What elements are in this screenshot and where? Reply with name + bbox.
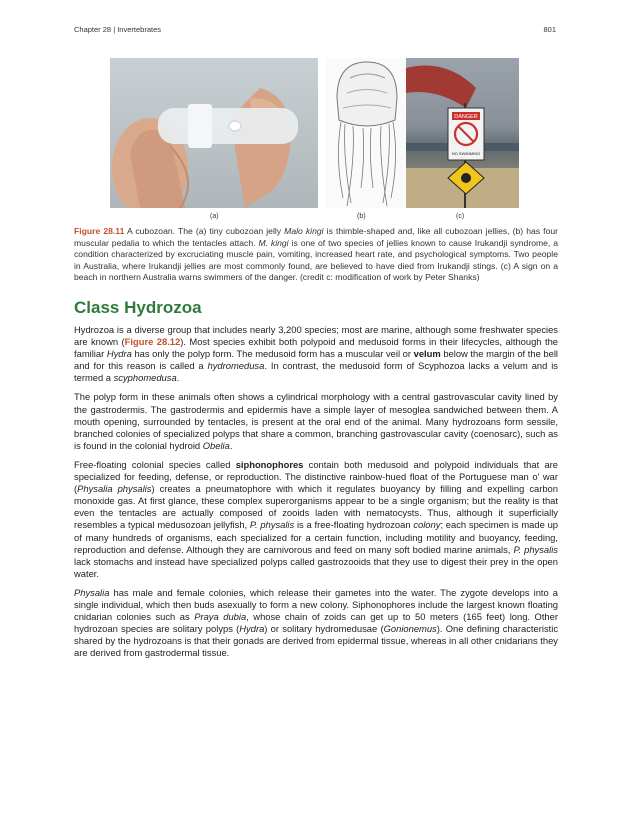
- sublabel-c: (c): [456, 213, 465, 220]
- sublabel-a: (a): [210, 213, 219, 220]
- paragraph-2: The polyp form in these animals often shows a cylindrical morphology with a central gastrovascular cavity lined by the gastrodermis. The gastrodermis and epidermis have a simple layer of mesoglea sandwiched between them. A mouth opening, surrounded by tentacles, is present at the oral end of the animal. Many hydrozoans form sessile, branched colonies of specialized polyps that share a common, branching gastrovascular cavity (coenosarc), such as is found in the colonial hydroid Obelia.: [74, 391, 558, 451]
- figure-caption: Figure 28.11 A cubozoan. The (a) tiny cubozoan jelly Malo kingi is thimble-shaped and, like all cubozoan jellies, (b) has four muscular pedalia to which the tentacles attach. M. kingi is one of two species of jellies known to cause Irukandji syndrome, a condition characterized by excruciating muscle pain, vomiting, increased heart rate, and psychological symptoms. Two people in Australia, where Irukandji jellies are most commonly found, are believed to have died from Irukandji stings. (c) A sign on a beach in northern Australia warns swimmers of the danger. (credit c: modification of work by Peter Shanks): [74, 226, 559, 282]
- sign-danger-text: DANGER: [454, 114, 478, 120]
- figure-label: Figure 28.11: [74, 226, 125, 236]
- illustration-cubozoan: [325, 58, 410, 208]
- photo-vial-jelly: [110, 58, 318, 208]
- sublabel-b: (b): [357, 213, 366, 220]
- sign-no-swimming-text: NO SWIMMING: [451, 151, 481, 156]
- running-header-chapter: Chapter 28 | Invertebrates: [74, 25, 161, 34]
- paragraph-4: Physalia has male and female colonies, which release their gametes into the water. The zygote develops into a single individual, which then buds asexually to form a new colony. Siphonophores include the largest known floating cnidarian colonies such as Praya dubia, whose chain of zoids can get up to 50 meters (165 feet) long. Other hydrozoan species are solitary polyps (Hydra) or solitary hydromedusae (Gonionemus). One defining characteristic shared by the hydrozoans is that their gonads are derived from epidermal tissue, whereas in all other cnidarians they are derived from gastrodermal tissue.: [74, 586, 559, 659]
- paragraph-1: Hydrozoa is a diverse group that includes nearly 3,200 species; most are marine, although some freshwater species are known (Figure 28.12). Most species exhibit both polypoid and medusoid forms in their lifecycles, although the familiar Hydra has only the polyp form. The medusoid form has a muscular veil or velum below the margin of the bell and for this reason is called a hydromedusa. In contrast, the medusoid form of Scyphozoa lacks a velum and is termed a scyphomedusa.: [74, 324, 559, 384]
- paragraph-3: Free-floating colonial species called siphonophores contain both medusoid and polypoid individuals that are specialized for feeding, defense, or reproduction. The distinctive rainbow-hued float of the Portuguese man o' war (Physalia physalis) creates a pneumatophore with which it regulates buoyancy by filling and expelling carbon monoxide gas. At first glance, these complex superorganisms appear to be a single organism; but the reality is that even the tentacles are actually composed of zooids laden with nematocysts. Thus, although it superficially resembles a typical medusozoan jellyfish, P. physalis is a free-floating hydrozoan colony; each specimen is made up of many hundreds of organisms, each specialized for a certain function, including motility and buoyancy, feeding, reproduction and defense. Although they are carnivorous and feed on many soft bodied marine animals, P. physalis lack stomachs and instead have specialized polyps called gastrozooids that they use to digest their prey in the open water.: [74, 458, 559, 579]
- page-number: 801: [543, 25, 556, 34]
- section-title: Class Hydrozoa: [74, 298, 202, 317]
- section-body: [74, 324, 558, 666]
- photo-danger-sign: [406, 58, 519, 208]
- figure-28-11: [110, 58, 520, 208]
- figure-28-12-link[interactable]: Figure 28.12: [124, 336, 181, 348]
